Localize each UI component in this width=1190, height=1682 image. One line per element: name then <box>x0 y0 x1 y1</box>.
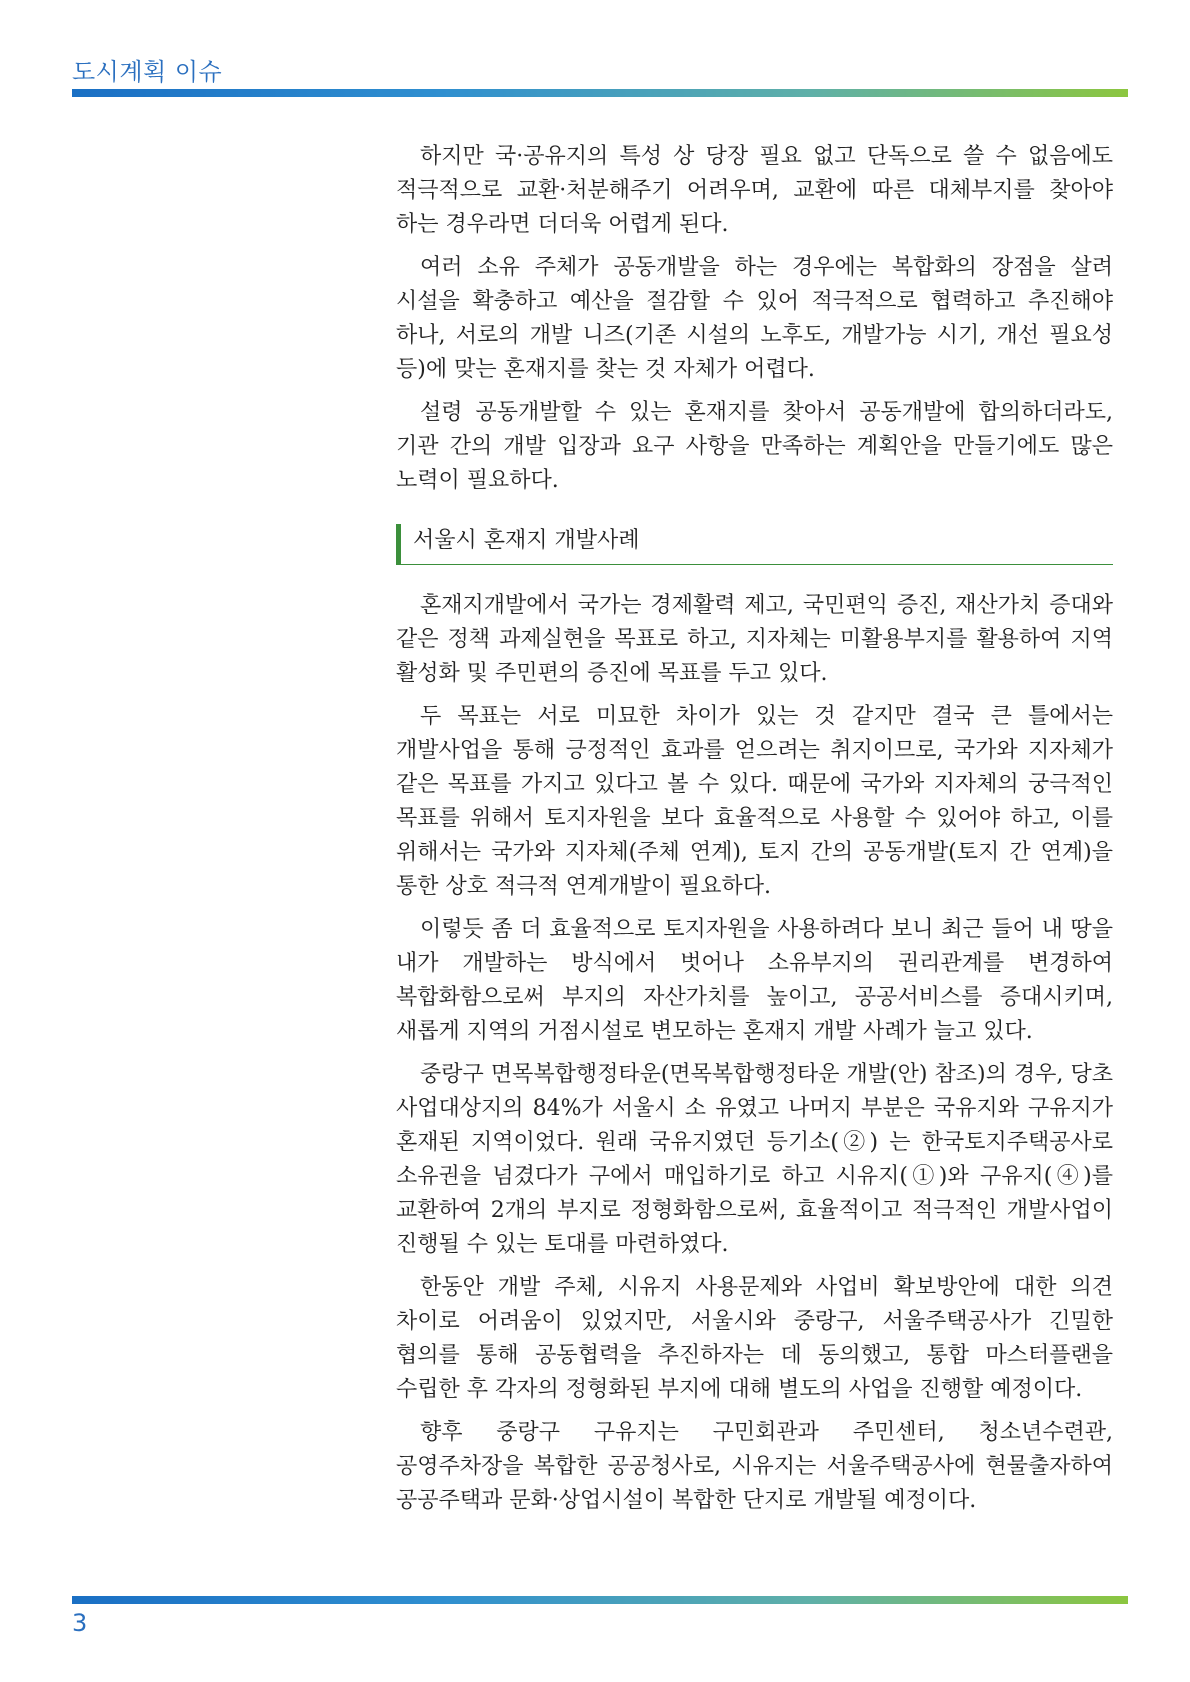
page-number: 3 <box>72 1609 88 1637</box>
paragraph: 이렇듯 좀 더 효율적으로 토지자원을 사용하려다 보니 최근 들어 내 땅을 내가 개발하는 방식에서 벗어나 소유부지의 권리관계를 변경하여 복합화함으로써 부지의 자산가치를 높이고, 공공서비스를 증대시키며, 새롭게 지역의 거점시설로 변모하는 혼재지 개발 사례가 늘고 있다. <box>396 917 1113 1044</box>
footer-divider <box>72 1596 1128 1604</box>
paragraph: 여러 소유 주체가 공동개발을 하는 경우에는 복합화의 장점을 살려 시설을 확충하고 예산을 절감할 수 있어 적극적으로 협력하고 추진해야 하나, 서로의 개발 니즈(기존 시설의 노후도, 개발가능 시기, 개선 필요성 등)에 맞는 혼재지를 찾는 것 자체가 어렵다. <box>396 255 1113 382</box>
paragraph: 설령 공동개발할 수 있는 혼재지를 찾아서 공동개발에 합의하더라도, 기관 간의 개발 입장과 요구 사항을 만족하는 계획안을 만들기에도 많은 노력이 필요하다. <box>396 400 1113 493</box>
paragraph: 두 목표는 서로 미묘한 차이가 있는 것 같지만 결국 큰 틀에서는 개발사업을 통해 긍정적인 효과를 얻으려는 취지이므로, 국가와 지자체가 같은 목표를 가지고 있다고 볼 수 있다. 때문에 국가와 지자체의 궁극적인 목표를 위해서 토지자원을 보다 효율적으로 사용할 수 있어야 하고, 이를 위해서는 국가와 지자체(주체 연계), 토지 간의 공동개발(토지 간 연계)을 통한 상호 적극적 연계개발이 필요하다. <box>396 704 1113 899</box>
paragraph: 하지만 국·공유지의 특성 상 당장 필요 없고 단독으로 쓸 수 없음에도 적극적으로 교환·처분해주기 어려우며, 교환에 따른 대체부지를 찾아야 하는 경우라면 더더욱 어렵게 된다. <box>396 144 1113 237</box>
paragraph: 중랑구 면목복합행정타운(면목복합행정타운 개발(안) 참조)의 경우, 당초 사업대상지의 84%가 서울시 소 유였고 나머지 부분은 국유지와 구유지가 혼재된 지역이었다. 원래 국유지였던 등기소(②) 는 한국토지주택공사로 소유권을 넘겼다가 구에서 매입하기로 하고 시유지(①)와 구유지(④)를 교환하여 2개의 부지로 정형화함으로써, 효율적이고 적극적인 개발사업이 진행될 수 있는 토대를 마련하였다. <box>396 1062 1113 1257</box>
header-divider <box>72 89 1128 97</box>
paragraph: 한동안 개발 주체, 시유지 사용문제와 사업비 확보방안에 대한 의견 차이로 어려움이 있었지만, 서울시와 중랑구, 서울주택공사가 긴밀한 협의를 통해 공동협력을 추진하자는 데 동의했고, 통합 마스터플랜을 수립한 후 각자의 정형화된 부지에 대해 별도의 사업을 진행할 예정이다. <box>396 1275 1113 1402</box>
section-heading: 서울시 혼재지 개발사례 <box>396 524 1113 565</box>
paragraph: 혼재지개발에서 국가는 경제활력 제고, 국민편익 증진, 재산가치 증대와 같은 정책 과제실현을 목표로 하고, 지자체는 미활용부지를 활용하여 지역 활성화 및 주민편의 증진에 목표를 두고 있다. <box>396 593 1113 686</box>
running-header-title: 도시계획 이슈 <box>72 58 223 86</box>
article-body <box>396 140 1113 1527</box>
paragraph: 향후 중랑구 구유지는 구민회관과 주민센터, 청소년수련관, 공영주차장을 복합한 공공청사로, 시유지는 서울주택공사에 현물출자하여 공공주택과 문화·상업시설이 복합한 단지로 개발될 예정이다. <box>396 1420 1113 1513</box>
